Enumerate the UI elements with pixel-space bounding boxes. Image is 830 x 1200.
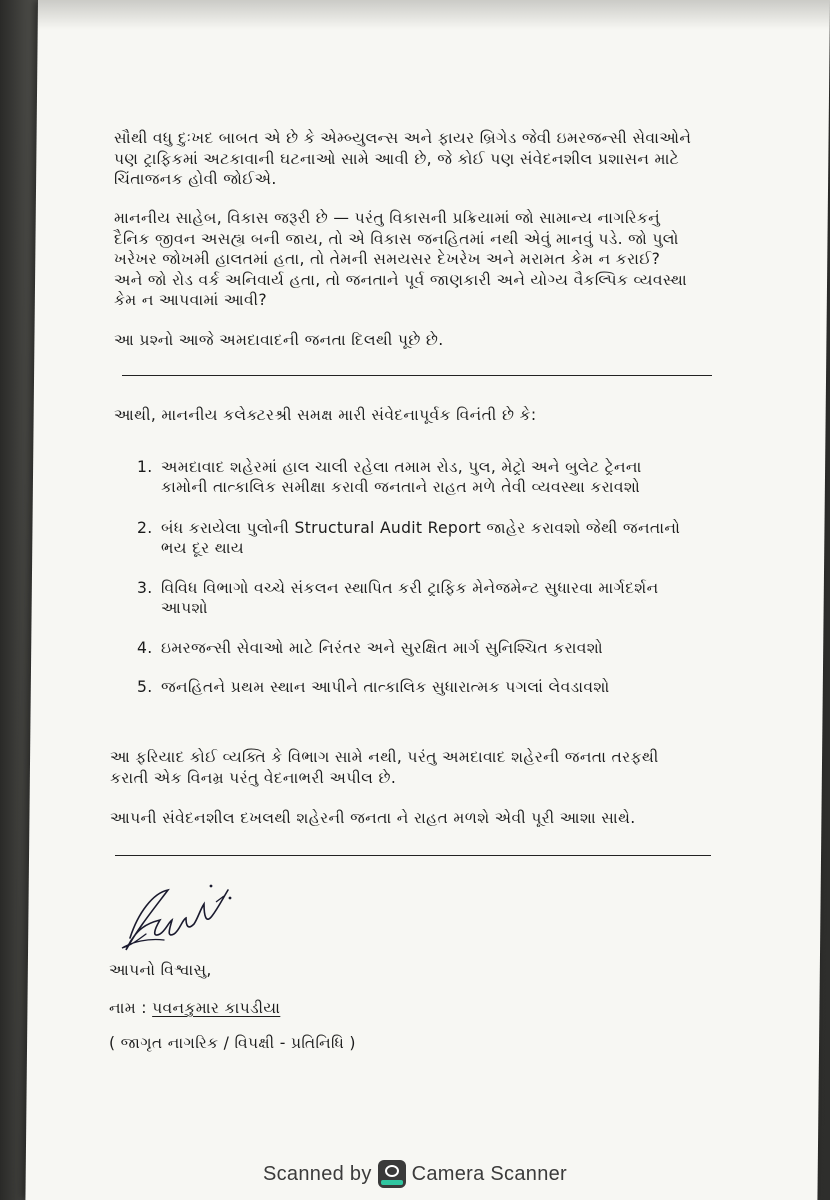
paragraph-development-concern: માનનીય સાહેબ, વિકાસ જરૂરી છે — પરંતુ વિકાસની પ્રક્રિયામાં જો સામાન્ય નાગરિકનું દૈનિક જીવન અસહ્ય બની જાય, તો એ વિકાસ જનહિતમાં નથી એવું માનવું પડે. જો પુલો ખરેખર જોખમી હાલતમાં હતા, તો તેમની સમયસર દેખરેખ અને મરામત કેમ ન કરાઈ? અને જો રોડ વર્ક અનિવાર્ય હતા, તો જનતાને પૂર્વ જાણકારી અને યોગ્ય વૈકલ્પિક વ્યવસ્થા કેમ ન આપવામાં આવી? [114,209,687,309]
request-text: ઇમરજન્સી સેવાઓ માટે નિરંતર અને સુરક્ષિત માર્ગ સુનિશ્ચિત કરાવશો [161,639,604,657]
signatory-designation: ( જાગૃત નાગરિક / વિપક્ષી - પ્રતિનિધિ ) [109,1034,356,1052]
request-text: જનહિતને પ્રથમ સ્થાન આપીને તાત્કાલિક સુધારાત્મક પગલાં લેવડાવશો [161,678,610,696]
paragraph-public-questions: આ પ્રશ્નો આજે અમદાવાદની જનતા દિલથી પૂછે છે. [114,331,444,349]
closing-salutation: આપનો વિશ્વાસુ, [109,961,212,979]
paragraph-emergency-services: સૌથી વધુ દુઃખદ બાબત એ છે કે એમ્બ્યુલન્સ અને ફાયર બ્રિગેડ જેવી ઇમરજન્સી સેવાઓને પણ ટ્રાફિકમાં અટકાવાની ઘટનાઓ સામે આવી છે, જે કોઈ પણ સંવેદનશીલ પ્રશાસન માટે ચિંતાજનક હોવી જોઈએ. [114,129,692,188]
request-item [137,457,737,497]
request-item [137,638,737,658]
name-label: નામ : [109,999,147,1017]
request-item [137,518,737,558]
paragraph-hope: આપની સંવેદનશીલ દખલથી શહેરની જનતા ને રાહત મળશે એવી પૂરી આશા સાથે. [110,809,636,827]
request-intro: આથી, માનનીય કલેક્ટરશ્રી સમક્ષ મારી સંવેદનાપૂર્વક વિનંતી છે કે: [114,406,537,424]
scanner-watermark [0,1160,830,1188]
closing-divider [115,855,711,856]
scanner-prefix: Scanned by [262,1162,372,1185]
section-divider [122,375,712,376]
scanner-app-name: Camera Scanner [411,1162,568,1185]
request-text: બંધ કરાયેલા પુલોની Structural Audit Report જાહેર કરાવશો જેથી જનતાનો ભય દૂર થાય [161,519,681,557]
request-item [137,578,737,618]
handwritten-signature [108,868,248,963]
signatory-name: પવનકુમાર કાપડીયા [152,999,281,1017]
request-number: 2. [137,519,153,537]
signatory-name-row [109,998,280,1018]
paragraph-appeal: આ ફરિયાદ કોઈ વ્યક્તિ કે વિભાગ સામે નથી, પરંતુ અમદાવાદ શહેરની જનતા તરફથી કરાતી એક વિનમ્ર પરંતુ વેદનાભરી અપીલ છે. [110,748,659,787]
request-text: વિવિધ વિભાગો વચ્ચે સંકલન સ્થાપિત કરી ટ્રાફિક મેનેજમેન્ટ સુધારવા માર્ગદર્શન આપશો [161,579,659,617]
request-item [137,677,737,697]
request-number: 4. [137,639,153,657]
request-number: 3. [137,579,153,597]
request-number: 1. [137,458,153,476]
camera-scanner-icon [378,1160,406,1188]
request-text: અમદાવાદ શહેરમાં હાલ ચાલી રહેલા તમામ રોડ, પુલ, મેટ્રો અને બુલેટ ટ્રેનના કામોની તાત્કાલિક સમીક્ષા કરાવી જનતાને રાહત મળે તેવી વ્યવસ્થા કરાવશો [161,458,642,496]
request-number: 5. [137,678,153,696]
